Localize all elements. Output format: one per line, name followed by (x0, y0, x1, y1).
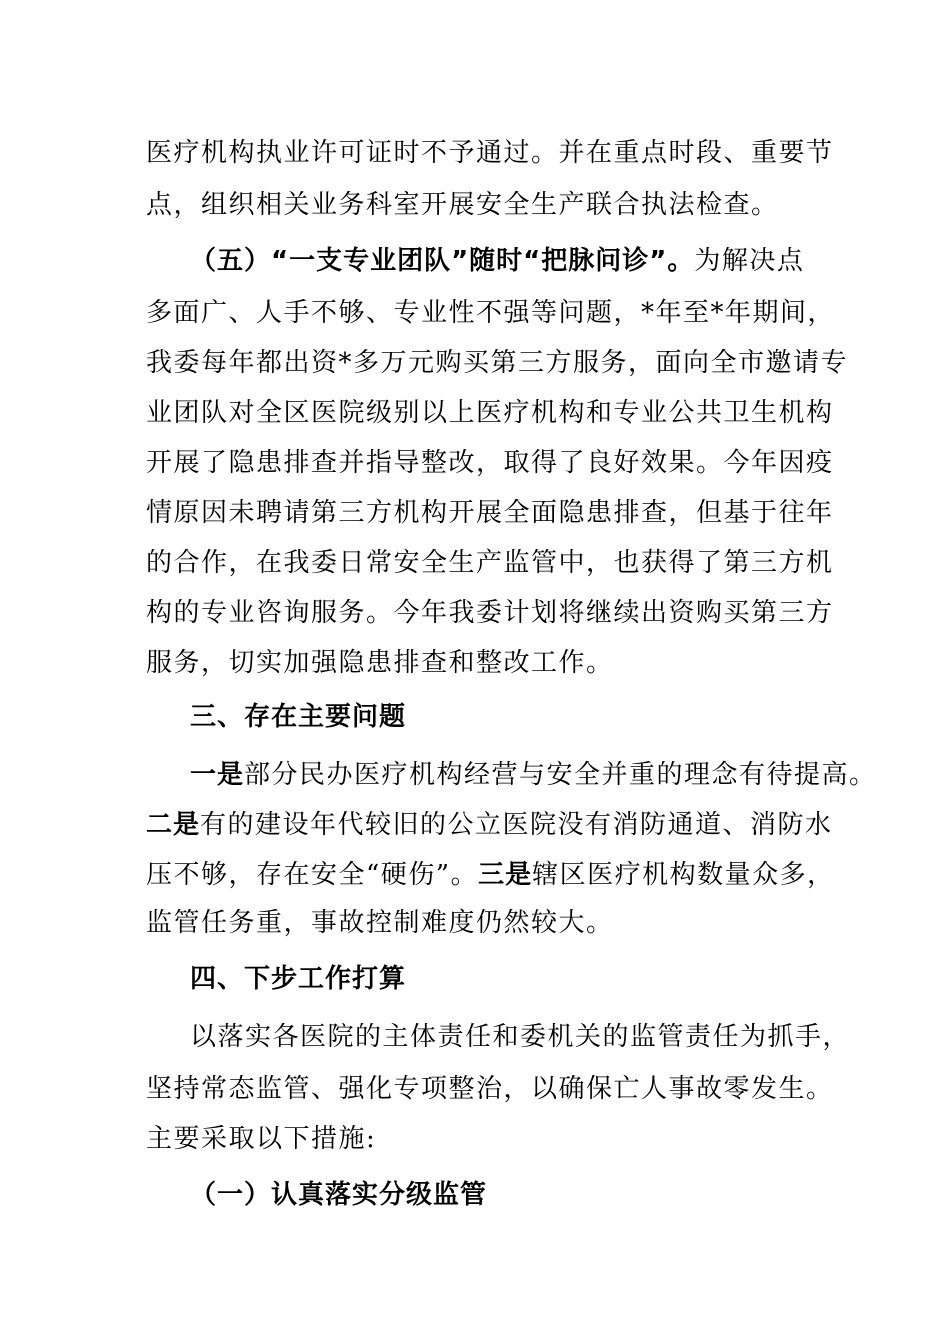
paragraph-line (190, 758, 880, 792)
text-segment: 主要采取以下措施: (146, 1124, 377, 1154)
paragraph-line (146, 346, 849, 380)
text-segment: 部分民办医疗机构经营与安全并重的理念有待提高。 (244, 760, 877, 790)
paragraph-line (146, 136, 836, 170)
paragraph-line (146, 446, 836, 480)
text-segment: 我委每年都出资*多万元购买第三方服务，面向全市邀请专 (146, 348, 849, 378)
text-segment: 服务，切实加强隐患排查和整改工作。 (146, 648, 614, 678)
text-segment: 多面广、人手不够、专业性不强等问题，*年至*年期间， (146, 298, 836, 328)
text-segment: 的合作，在我委日常安全生产监管中，也获得了第三方机 (146, 548, 834, 578)
text-segment: 为解决点 (694, 246, 805, 276)
point-label: 三是 (478, 860, 533, 890)
subsection-heading: （五）“一支专业团队”随时“把脉问诊”。 (190, 246, 695, 276)
point-label: 二是 (146, 810, 201, 840)
text-segment: 辖区医疗机构数量众多， (532, 860, 835, 890)
point-label: 一是 (190, 760, 245, 790)
paragraph-line (146, 596, 836, 630)
text-segment: 开展了隐患排查并指导整改，取得了良好效果。今年因疫 (146, 448, 834, 478)
paragraph-line (146, 808, 836, 842)
paragraph-line (146, 396, 836, 430)
text-segment: 坚持常态监管、强化专项整治，以确保亡人事故零发生。 (146, 1074, 834, 1104)
paragraph-line (146, 546, 836, 580)
text-segment: 业团队对全区医院级别以上医疗机构和专业公共卫生机构 (146, 398, 834, 428)
text-segment: 压不够，存在安全“硬伤”。 (146, 860, 479, 890)
text-segment: 以落实各医院的主体责任和委机关的监管责任为抓手， (190, 1022, 851, 1052)
section-heading-line (190, 962, 880, 996)
paragraph-line (146, 1072, 836, 1106)
text-segment: 点，组织相关业务科室开展安全生产联合执法检查。 (146, 190, 779, 220)
text-segment: 有的建设年代较旧的公立医院没有消防通道、消防水 (200, 810, 833, 840)
text-segment: 医疗机构执业许可证时不予通过。并在重点时段、重要节 (146, 138, 834, 168)
section-heading-line (190, 700, 880, 734)
paragraph-line (190, 1020, 880, 1054)
section-heading-line (190, 244, 880, 278)
section-heading: 四、下步工作打算 (190, 964, 407, 994)
text-segment: 情原因未聘请第三方机构开展全面隐患排查，但基于往年 (146, 498, 834, 528)
text-segment: 监管任务重，事故控制难度仍然较大。 (146, 908, 614, 938)
paragraph-line (146, 858, 836, 892)
paragraph-line (146, 1122, 836, 1156)
text-segment: 构的专业咨询服务。今年我委计划将继续出资购买第三方 (146, 598, 834, 628)
paragraph-line (146, 646, 836, 680)
section-heading: 三、存在主要问题 (190, 702, 407, 732)
paragraph-line (146, 496, 836, 530)
paragraph-line (146, 188, 836, 222)
paragraph-line (146, 296, 836, 330)
subsection-heading: （一）认真落实分级监管 (190, 1180, 488, 1210)
section-heading-line (190, 1178, 880, 1212)
paragraph-line (146, 906, 836, 940)
